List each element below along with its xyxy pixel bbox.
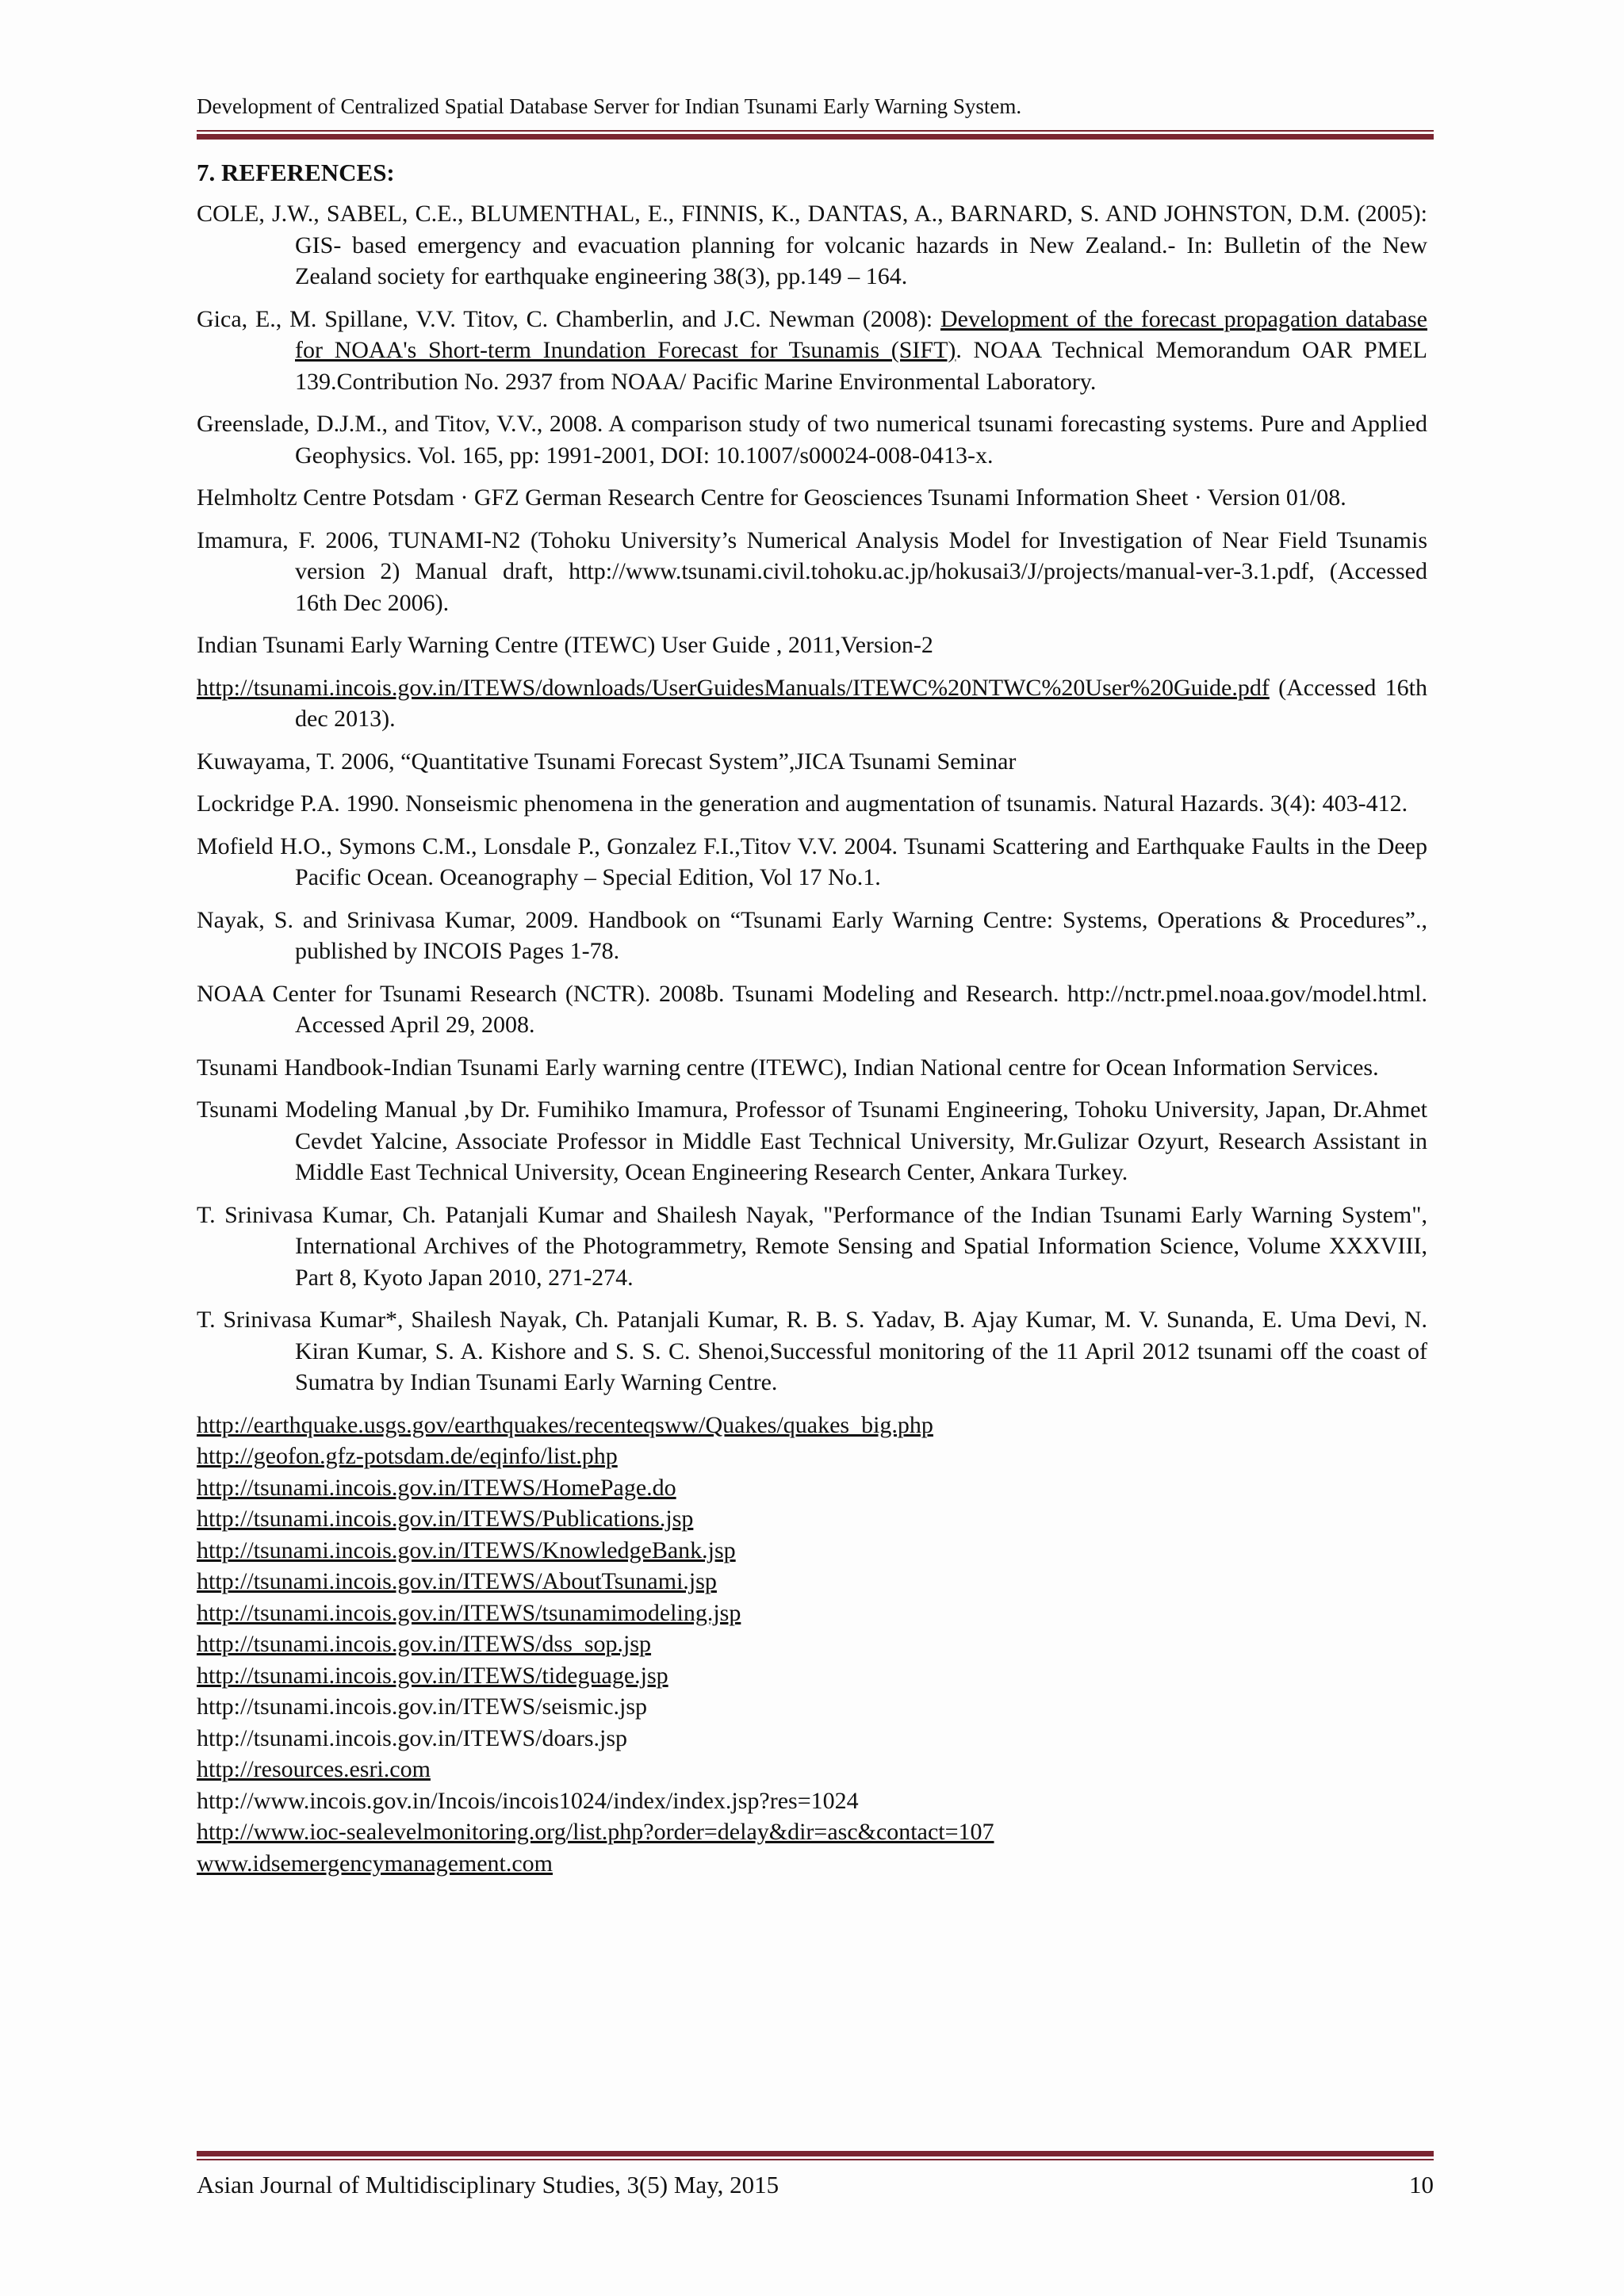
reference-text: Nayak, S. and Srinivasa Kumar, 2009. Handbook on “Tsunami Early Warning Centre: Systems, Operations & Procedures”., published by INCOIS Pages 1-78. [197, 906, 1427, 964]
url-link[interactable]: http://earthquake.usgs.gov/earthquakes/recenteqsww/Quakes/quakes_big.php [197, 1411, 933, 1438]
url-link: http://www.incois.gov.in/Incois/incois1024/index/index.jsp?res=1024 [197, 1787, 859, 1814]
url-link[interactable]: www.idsemergencymanagement.com [197, 1850, 553, 1877]
reference-entry [197, 672, 1427, 735]
reference-text: Lockridge P.A. 1990. Nonseismic phenomena in the generation and augmentation of tsunamis. Natural Hazards. 3(4): 403-412. [197, 790, 1408, 817]
reference-text: Imamura, F. 2006, TUNAMI-N2 (Tohoku University’s Numerical Analysis Model for Investigation of Near Field Tsunamis version 2) Manual draft, http://www.tsunami.civil.tohoku.ac.jp/hokusai3/J/projects/manual-ver-3.1.pdf, (Accessed 16th Dec 2006). [197, 526, 1427, 616]
reference-text: COLE, J.W., SABEL, C.E., BLUMENTHAL, E., FINNIS, K., DANTAS, A., BARNARD, S. AND JOHNSTON, D.M. (2005): GIS- based emergency and evacuation planning for volcanic hazards in New Zealand.- In: Bulletin of the New Zealand society for earthquake engineering 38(3), pp.149 – 164. [197, 201, 1427, 289]
header-rule-thick [197, 134, 1434, 140]
reference-entry [197, 408, 1427, 471]
reference-text: Mofield H.O., Symons C.M., Lonsdale P., Gonzalez F.I.,Titov V.V. 2004. Tsunami Scattering and Earthquake Faults in the Deep Pacific Ocean. Oceanography – Special Edition, Vol 17 No.1. [197, 832, 1427, 890]
running-header: Development of Centralized Spatial Database Server for Indian Tsunami Early Warning System. [197, 94, 1022, 118]
url-link[interactable]: http://tsunami.incois.gov.in/ITEWS/HomePage.do [197, 1474, 676, 1501]
footer-rule-thick [197, 2151, 1434, 2156]
url-list [197, 1410, 1427, 1880]
reference-list [197, 198, 1427, 1399]
reference-link[interactable]: http://tsunami.incois.gov.in/ITEWS/downloads/UserGuidesManuals/ITEWC%20NTWC%20User%20Guide.pdf [197, 674, 1270, 701]
references-section [197, 155, 1427, 1879]
reference-entry [197, 1304, 1427, 1399]
url-link: http://tsunami.incois.gov.in/ITEWS/seismic.jsp [197, 1693, 648, 1720]
reference-text: Indian Tsunami Early Warning Centre (ITEWC) User Guide , 2011,Version-2 [197, 632, 933, 658]
url-link[interactable]: http://tsunami.incois.gov.in/ITEWS/KnowledgeBank.jsp [197, 1536, 736, 1563]
reference-entry [197, 978, 1427, 1041]
reference-entry [197, 482, 1427, 514]
reference-entry [197, 788, 1427, 820]
page-number: 10 [1409, 2171, 1434, 2198]
reference-text: Tsunami Modeling Manual ,by Dr. Fumihiko Imamura, Professor of Tsunami Engineering, Tohoku University, Japan, Dr.Ahmet Cevdet Yalcine, Associate Professor in Middle East Technical University, Mr.Gulizar Ozyurt, Research Assistant in Middle East Technical University, Ocean Engineering Research Center, Ankara Turkey. [197, 1096, 1427, 1185]
journal-citation: Asian Journal of Multidisciplinary Studies, 3(5) May, 2015 [197, 2171, 779, 2198]
reference-text: Tsunami Handbook-Indian Tsunami Early warning centre (ITEWC), Indian National centre for Ocean Information Services. [197, 1054, 1379, 1081]
reference-text: (Accessed 16th dec 2013). [295, 674, 1427, 732]
reference-text: T. Srinivasa Kumar*, Shailesh Nayak, Ch. Patanjali Kumar, R. B. S. Yadav, B. Ajay Kumar, M. V. Sunanda, E. Uma Devi, N. Kiran Kumar, S. A. Kishore and S. S. C. Shenoi,Successful monitoring of the 11 April 2012 tsunami off the coast of Sumatra by Indian Tsunami Early Warning Centre. [197, 1307, 1427, 1395]
url-link[interactable]: http://tsunami.incois.gov.in/ITEWS/dss_sop.jsp [197, 1631, 652, 1657]
reference-text: Gica, E., M. Spillane, V.V. Titov, C. Chamberlin, and J.C. Newman (2008): [197, 305, 940, 332]
reference-entry [197, 746, 1427, 778]
reference-entry [197, 1200, 1427, 1294]
url-link[interactable]: http://tsunami.incois.gov.in/ITEWS/AboutTsunami.jsp [197, 1568, 717, 1594]
reference-entry [197, 525, 1427, 619]
footer-rule-thin [197, 2159, 1434, 2160]
reference-text: NOAA Center for Tsunami Research (NCTR). 2008b. Tsunami Modeling and Research. http://nctr.pmel.noaa.gov/model.html. Accessed April 29, 2008. [197, 980, 1427, 1038]
reference-text: Kuwayama, T. 2006, “Quantitative Tsunami Forecast System”,JICA Tsunami Seminar [197, 748, 1017, 775]
header-rule-thin [197, 130, 1434, 132]
reference-entry [197, 905, 1427, 967]
reference-link[interactable]: Development of the forecast propagation database for NOAA's Short-term Inundation Forecast for Tsunamis (SIFT) [295, 305, 1427, 363]
url-link[interactable]: http://tsunami.incois.gov.in/ITEWS/tsunamimodeling.jsp [197, 1599, 741, 1626]
reference-entry [197, 304, 1427, 398]
url-link[interactable]: http://www.ioc-sealevelmonitoring.org/list.php?order=delay&dir=asc&contact=107 [197, 1819, 994, 1845]
url-link[interactable]: http://tsunami.incois.gov.in/ITEWS/Publications.jsp [197, 1506, 694, 1532]
reference-entry [197, 1052, 1427, 1084]
reference-text: Greenslade, D.J.M., and Titov, V.V., 2008. A comparison study of two numerical tsunami forecasting systems. Pure and Applied Geophysics. Vol. 165, pp: 1991-2001, DOI: 10.1007/s00024-008-0413-x. [197, 411, 1427, 469]
reference-text: Helmholtz Centre Potsdam · GFZ German Research Centre for Geosciences Tsunami Information Sheet · Version 01/08. [197, 484, 1346, 511]
reference-entry [197, 629, 1427, 661]
page-footer [197, 2170, 1434, 2199]
reference-entry [197, 198, 1427, 293]
url-link: http://tsunami.incois.gov.in/ITEWS/doars.jsp [197, 1724, 628, 1751]
section-heading: 7. REFERENCES: [197, 159, 395, 186]
reference-text: T. Srinivasa Kumar, Ch. Patanjali Kumar and Shailesh Nayak, "Performance of the Indian Tsunami Early Warning System", International Archives of the Photogrammetry, Remote Sensing and Spatial Information Science, Volume XXXVIII, Part 8, Kyoto Japan 2010, 271-274. [197, 1201, 1427, 1291]
reference-entry [197, 831, 1427, 894]
url-link[interactable]: http://resources.esri.com [197, 1756, 431, 1782]
reference-entry [197, 1094, 1427, 1188]
url-link[interactable]: http://geofon.gfz-potsdam.de/eqinfo/list.php [197, 1443, 618, 1469]
reference-text: . NOAA Technical Memorandum OAR PMEL 139.Contribution No. 2937 from NOAA/ Pacific Marine Environmental Laboratory. [295, 337, 1427, 395]
url-link[interactable]: http://tsunami.incois.gov.in/ITEWS/tideguage.jsp [197, 1662, 668, 1689]
